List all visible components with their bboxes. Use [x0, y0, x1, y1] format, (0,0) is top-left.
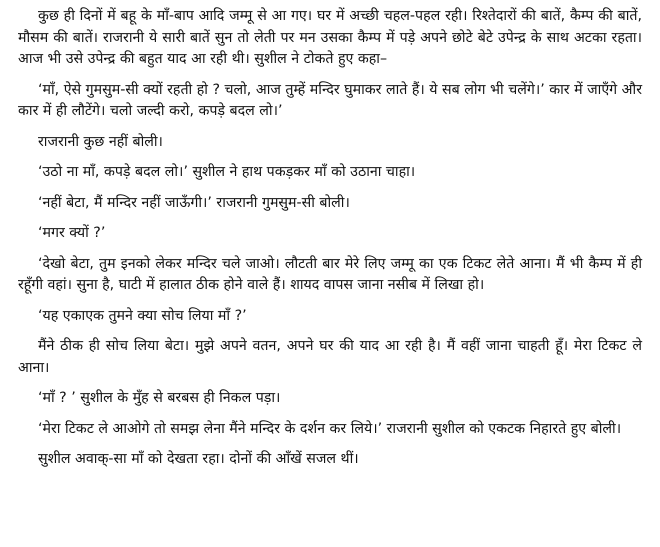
paragraph-3: राजरानी कुछ नहीं बोली।: [38, 133, 163, 150]
paragraph-8: ‘यह एकाएक तुमने क्या सोच लिया माँ ?’: [38, 307, 247, 324]
paragraph-6: ‘मगर क्यों ?’: [38, 225, 106, 241]
paragraph-11: ‘मेरा टिकट ले आओगे तो समझ लेना मैंने मन्दिर के दर्शन कर लिये।’ राजरानी सुशील को एकटक निहारते हुए बोली।: [38, 420, 622, 437]
paragraph-5: ‘नहीं बेटा, मैं मन्दिर नहीं जाऊँगी।’ राजरानी गुमसुम-सी बोली।: [38, 194, 350, 211]
paragraph-1: कुछ ही दिनों में बहू के माँ-बाप आदि जम्मू से आ गए। घर में अच्छी चहल-पहल रही। रिश्तेदारों की बातें, कैम्प की बातें, मौसम की बातें। राजरानी ये सारी बातें सुन तो लेती पर मन उसका कैम्प में पड़े अपने छोटे बेटे उपेन्द्र के साथ अटका रहता। आज भी उसे उपेन्द्र की बहुत याद आ रही थी। सुशील ने टोकते हुए कहा–: [18, 8, 642, 67]
paragraph-12: सुशील अवाक्-सा माँ को देखता रहा। दोनों की आँखें सजल थीं।: [38, 451, 359, 467]
paragraph-2: ‘माँ, ऐसे गुमसुम-सी क्यों रहती हो ? चलो, आज तुम्हें मन्दिर घुमाकर लाते हैं। ये सब लोग भी चलेंगे।’ कार में जाएँगे और कार में ही लौटेंगे। चलो जल्दी करो, कपड़े बदल लो।’: [18, 81, 642, 119]
paragraph-9: मैंने ठीक ही सोच लिया बेटा। मुझे अपने वतन, अपने घर की याद आ रही है। मैं वहीं जाना चाहती हूँ। मेरा टिकट ले आना।: [18, 338, 642, 376]
paragraph-4: ‘उठो ना माँ, कपड़े बदल लो।’ सुशील ने हाथ पकड़कर माँ को उठाना चाहा।: [38, 164, 416, 180]
paragraph-10: ‘माँ ? ’ सुशील के मुँह से बरबस ही निकल पड़ा।: [38, 390, 281, 406]
paragraph-7: ‘देखो बेटा, तुम इनको लेकर मन्दिर चले जाओ। लौटती बार मेरे लिए जम्मू का एक टिकट लेते आना। मैं भी कैम्प में ही रहूँगी वहां। सुना है, घाटी में हालात ठीक होने वाले हैं। शायद वापस जाना नसीब में लिखा हो।: [18, 255, 642, 293]
